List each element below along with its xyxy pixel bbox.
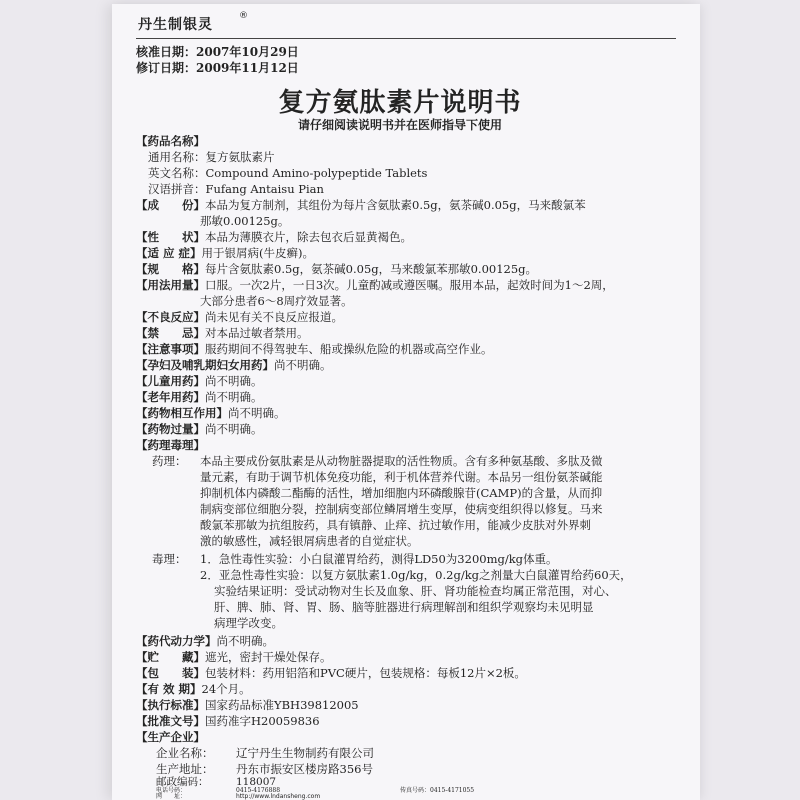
manufacturer-name-label: 企业名称： (156, 746, 214, 760)
manufacturer-name-row (156, 745, 374, 761)
manufacturer-website-link[interactable]: http://www.lndansheng.com (236, 793, 321, 800)
section-text: 尚不明确。 (216, 634, 274, 648)
section-pharmacokinetics (136, 633, 274, 649)
section-heading: 【药理毒理】 (136, 438, 205, 452)
header-divider (136, 38, 676, 39)
section-approval-number (136, 713, 320, 729)
composition-text-1: 本品为复方制剂，其组份为每片含氨肽素0.5g，氨茶碱0.05g，马来酸氯苯 (205, 198, 586, 212)
section-heading: 【批准文号】 (136, 714, 205, 728)
english-name-row (148, 165, 427, 181)
section-heading: 【性 状】 (136, 230, 205, 244)
section-text: 对本品过敏者禁用。 (205, 326, 309, 340)
section-manufacturer (136, 729, 205, 745)
page-subtitle: 请仔细阅读说明书并在医师指导下使用 (297, 118, 502, 132)
section-text: 尚未见有关不良反应报道。 (205, 310, 343, 324)
section-heading: 【儿童用药】 (136, 374, 205, 388)
section-indication (136, 245, 314, 261)
section-composition (136, 197, 586, 213)
section-heading: 【用法用量】 (136, 278, 205, 292)
section-heading: 【贮 藏】 (136, 650, 205, 664)
section-pediatric (136, 373, 263, 389)
section-text: 尚不明确。 (205, 422, 263, 436)
section-text: 24个月。 (201, 682, 251, 696)
toxicology-text: 2．亚急性毒性实验：以复方氨肽素1.0g/kg，0.2g/kg之剂量大白鼠灌胃给药60天， (200, 568, 632, 582)
pinyin-name-label: 汉语拼音： (148, 182, 206, 196)
manufacturer-fax-label: 传真号码： (400, 787, 431, 794)
section-storage (136, 649, 332, 665)
pharmacology-text: 抑制机体内磷酸二酯酶的活性，增加细胞内环磷酸腺苷(CAMP)的含量，从而抑 (200, 486, 603, 500)
toxicology-text: 病理学改变。 (214, 616, 283, 630)
section-heading: 【包 装】 (136, 666, 205, 680)
section-text: 尚不明确。 (205, 374, 263, 388)
pharmacology-text: 制病变部位细胞分裂，控制病变部位鳞屑增生变厚，使病变组织得以修复。马来 (200, 502, 603, 516)
manufacturer-postcode-label: 邮政编码： (156, 776, 209, 788)
manufacturer-website-label: 网 址： (156, 793, 187, 800)
dosage-text-2: 大部分患者6～8周疗效显著。 (200, 294, 353, 308)
section-specification (136, 261, 537, 277)
generic-name-label: 通用名称： (148, 150, 206, 164)
manufacturer-postcode-value: 118007 (236, 776, 277, 788)
manufacturer-phone-label: 电话号码： (156, 787, 187, 794)
section-pharmtox (136, 437, 205, 453)
registered-mark: ® (239, 11, 248, 21)
section-text: 每片含氨肽素0.5g，氨茶碱0.05g，马来酸氯苯那敏0.00125g。 (205, 262, 538, 276)
composition-text-2: 那敏0.00125g。 (200, 214, 290, 228)
section-text: 服药期间不得驾驶车、船或操纵危险的机器或高空作业。 (205, 342, 493, 356)
section-text: 尚不明确。 (228, 406, 286, 420)
section-text: 包装材料：药用铝箔和PVC硬片，包装规格：每板12片×2板。 (205, 666, 526, 680)
pharmacology-text: 激的敏感性，减轻银屑病患者的自觉症状。 (200, 534, 419, 548)
toxicology-label: 毒理： (152, 552, 187, 566)
section-drug-name (136, 133, 205, 149)
section-heading: 【执行标准】 (136, 698, 205, 712)
section-text: 国家药品标准YBH39812005 (205, 698, 359, 712)
toxicology-text: 肝、脾、肺、肾、胃、肠、脑等脏器进行病理解剖和组织学观察均未见明显 (214, 600, 594, 614)
section-text: 用于银屑病(牛皮癣)。 (201, 246, 314, 260)
pharmacology-text: 量元素，有助于调节机体免疫功能，利于机体营养代谢。本品另一组份氨茶碱能 (200, 470, 603, 484)
section-heading: 【孕妇及哺乳期妇女用药】 (136, 358, 274, 372)
section-pregnancy (136, 357, 332, 373)
pharmacology-text: 酸氯苯那敏为抗组胺药，具有镇静、止痒、抗过敏作用，能减少皮肤对外界刺 (200, 518, 591, 532)
section-heading: 【规 格】 (136, 262, 205, 276)
pharmacology-label: 药理： (152, 454, 187, 468)
section-validity (136, 681, 251, 697)
section-geriatric (136, 389, 263, 405)
section-heading: 【适 应 症】 (136, 246, 202, 260)
pinyin-name-value: Fufang Antaisu Pian (205, 182, 324, 196)
english-name-label: 英文名称： (148, 166, 206, 180)
section-standard (136, 697, 359, 713)
toxicology-text: 实验结果证明：受试动物对生长及血象、肝、肾功能检查均属正常范围，对心、 (214, 584, 617, 598)
manufacturer-address-row (156, 761, 373, 777)
section-heading: 【药品名称】 (136, 134, 205, 148)
section-heading: 【注意事项】 (136, 342, 205, 356)
approval-date: 核准日期：2007年10月29日 (136, 45, 299, 59)
dosage-text-1: 口服。一次2片，一日3次。儿童酌减或遵医嘱。服用本品，起效时间为1～2周， (205, 278, 614, 292)
toxicology-text: 1．急性毒性实验：小白鼠灌胃给药，测得LD50为3200mg/kg体重。 (200, 552, 558, 566)
english-name-value: Compound Amino-polypeptide Tablets (205, 166, 428, 180)
section-heading: 【不良反应】 (136, 310, 205, 324)
brand-logo-text: 丹生制银灵 (138, 17, 213, 33)
section-appearance (136, 229, 412, 245)
section-heading: 【药物相互作用】 (136, 406, 228, 420)
section-heading: 【老年用药】 (136, 390, 205, 404)
manufacturer-phone-value: 0415-4176888 (236, 787, 281, 794)
section-heading: 【药物过量】 (136, 422, 205, 436)
manufacturer-website-row (156, 794, 320, 800)
section-contraindication (136, 325, 309, 341)
generic-name-value: 复方氨肽素片 (205, 150, 275, 164)
manufacturer-address-label: 生产地址： (156, 762, 214, 776)
section-text: 尚不明确。 (274, 358, 332, 372)
section-text: 尚不明确。 (205, 390, 263, 404)
section-heading: 【成 份】 (136, 198, 205, 212)
section-heading: 【药代动力学】 (136, 634, 217, 648)
page-title: 复方氨肽素片说明书 (278, 88, 522, 118)
section-interaction (136, 405, 286, 421)
manufacturer-address-value: 丹东市振安区楼房路356号 (236, 762, 373, 776)
manufacturer-name-value: 辽宁丹生生物制药有限公司 (236, 746, 374, 760)
revision-date: 修订日期：2009年11月12日 (136, 61, 299, 75)
section-text: 遮光，密封干燥处保存。 (205, 650, 332, 664)
manufacturer-fax-value: 0415-4171055 (430, 787, 475, 794)
section-precautions (136, 341, 493, 357)
pharmacology-text: 本品主要成份氨肽素是从动物脏器提取的活性物质。含有多种氨基酸、多肽及微 (200, 454, 603, 468)
section-text: 本品为薄膜衣片，除去包衣后显黄褐色。 (205, 230, 412, 244)
section-text: 国药准字H20059836 (205, 714, 320, 728)
section-dosage (136, 277, 614, 293)
manufacturer-fax-row (400, 788, 474, 794)
section-overdose (136, 421, 263, 437)
section-heading: 【禁 忌】 (136, 326, 205, 340)
section-adverse (136, 309, 343, 325)
generic-name-row (148, 149, 275, 165)
section-heading: 【有 效 期】 (136, 682, 202, 696)
section-package (136, 665, 526, 681)
section-heading: 【生产企业】 (136, 730, 205, 744)
pinyin-name-row (148, 181, 324, 197)
